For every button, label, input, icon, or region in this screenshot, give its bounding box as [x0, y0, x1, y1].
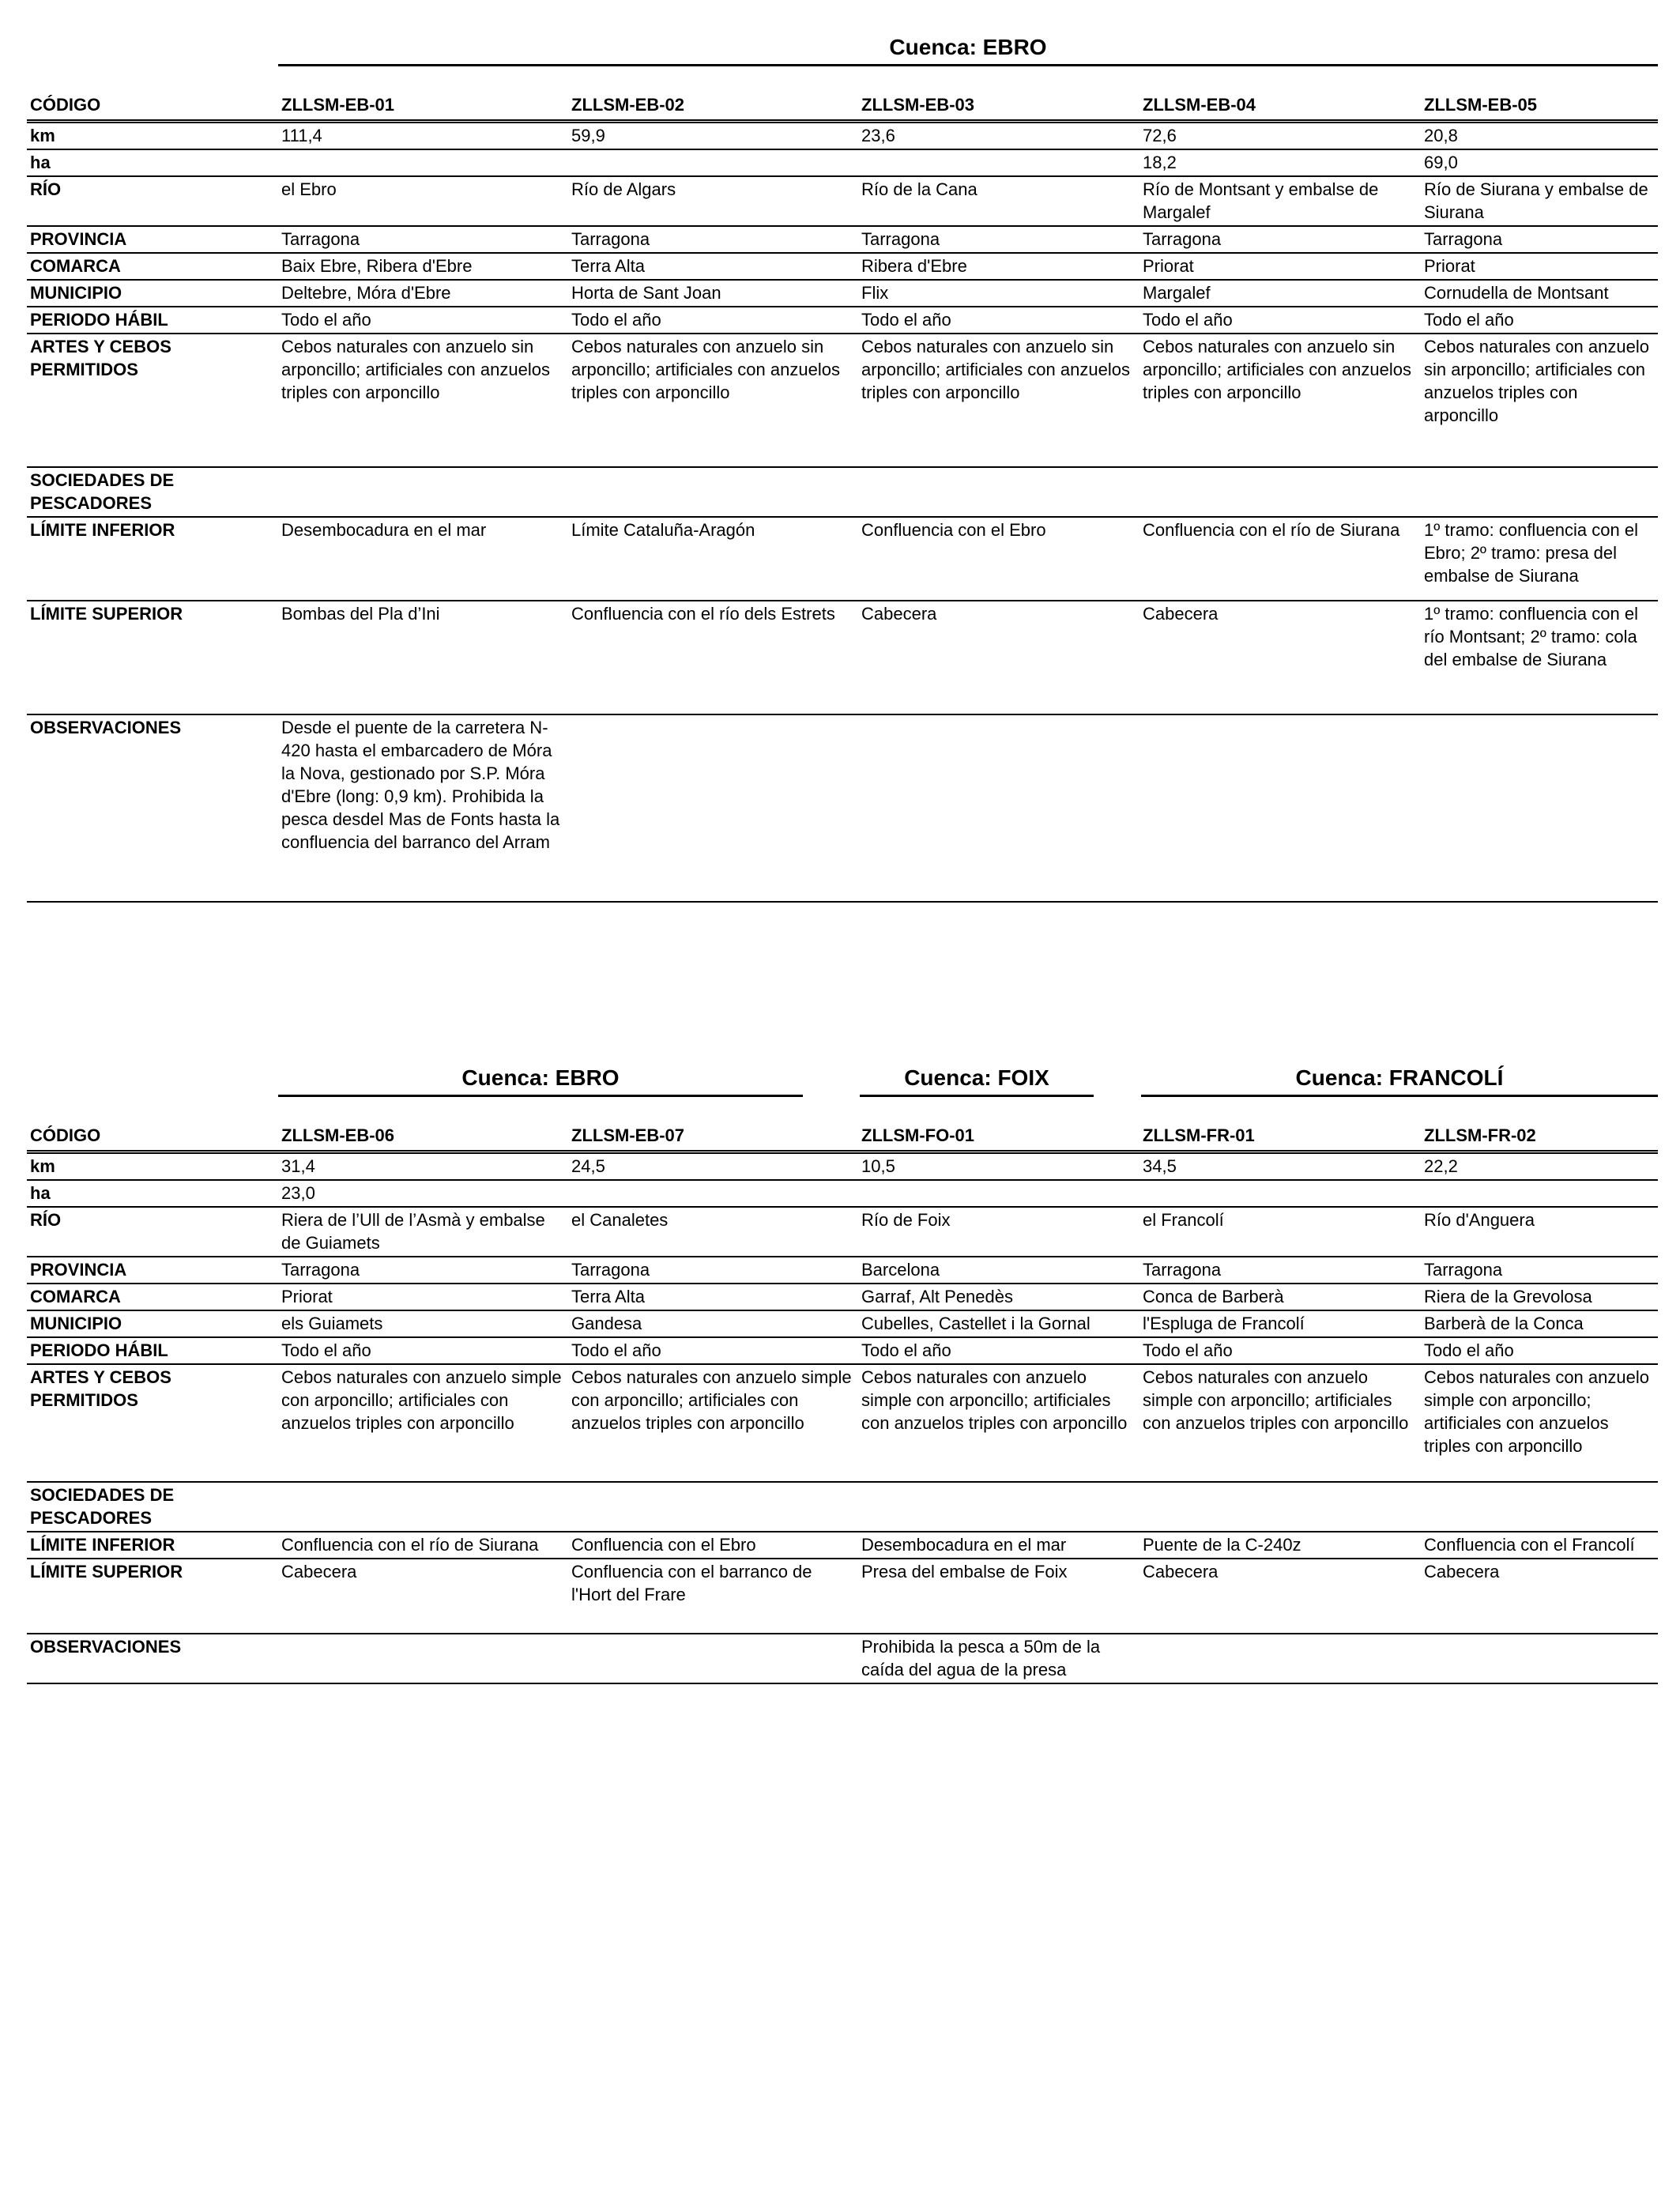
cell-sociedades [568, 467, 858, 517]
cell-observaciones [568, 1634, 858, 1683]
row-label: OBSERVACIONES [27, 714, 278, 902]
basin-title-ebro: Cuenca: EBRO [278, 1065, 803, 1097]
cell-provincia: Tarragona [1139, 1257, 1421, 1284]
row-label: PROVINCIA [27, 226, 278, 253]
cell-comarca: Priorat [1139, 253, 1421, 280]
cell-rio: Río de Montsant y embalse de Margalef [1139, 176, 1421, 226]
row-label: MUNICIPIO [27, 280, 278, 307]
cell-periodo: Todo el año [858, 307, 1139, 334]
cell-periodo: Todo el año [278, 307, 568, 334]
cell-comarca: Priorat [1421, 253, 1658, 280]
cell-codigo: ZLLSM-EB-06 [278, 1097, 568, 1152]
row-label: RÍO [27, 1207, 278, 1257]
cell-km: 10,5 [858, 1152, 1139, 1181]
cell-comarca: Garraf, Alt Penedès [858, 1284, 1139, 1310]
cell-limite-inf: Confluencia con el Ebro [858, 517, 1139, 601]
fishing-zones-table-1 [27, 19, 1658, 903]
cell-km: 23,6 [858, 122, 1139, 150]
cell-municipio: Deltebre, Móra d'Ebre [278, 280, 568, 307]
row-label: LÍMITE SUPERIOR [27, 601, 278, 714]
cell-rio: Río de Siurana y embalse de Siurana [1421, 176, 1658, 226]
cell-rio: el Ebro [278, 176, 568, 226]
cell-comarca: Terra Alta [568, 253, 858, 280]
row-comarca [27, 1284, 1658, 1310]
cell-ha [858, 1180, 1139, 1207]
cell-sociedades [278, 467, 568, 517]
basin-header-row [27, 1050, 1658, 1097]
cell-artes: Cebos naturales con anzuelo sin arponcillo; artificiales con anzuelos triples con arponcillo [1421, 334, 1658, 467]
row-periodo [27, 307, 1658, 334]
cell-observaciones: Desde el puente de la carretera N-420 hasta el embarcadero de Móra la Nova, gestionado por S.P. Móra d'Ebre (long: 0,9 km). Prohibida la pesca desdel Mas de Fonts hasta la confluencia del barranco del Arram [278, 714, 568, 902]
cell-municipio: Cornudella de Montsant [1421, 280, 1658, 307]
cell-limite-sup: Cabecera [1139, 601, 1421, 714]
cell-ha [1421, 1180, 1658, 1207]
cell-periodo: Todo el año [1139, 1337, 1421, 1364]
row-label: km [27, 122, 278, 150]
basin-header-row [27, 19, 1658, 66]
cell-observaciones [1421, 714, 1658, 902]
cell-artes: Cebos naturales con anzuelo simple con arponcillo; artificiales con anzuelos triples con arponcillo [1139, 1364, 1421, 1482]
row-label: LÍMITE SUPERIOR [27, 1559, 278, 1634]
cell-rio: Riera de l’Ull de l’Asmà y embalse de Guiamets [278, 1207, 568, 1257]
row-label: CÓDIGO [27, 1097, 278, 1152]
cell-rio: Río de Foix [858, 1207, 1139, 1257]
row-periodo [27, 1337, 1658, 1364]
row-label: MUNICIPIO [27, 1310, 278, 1337]
cell-provincia: Tarragona [1421, 1257, 1658, 1284]
row-label: ARTES Y CEBOS PERMITIDOS [27, 1364, 278, 1482]
cell-limite-sup: Confluencia con el barranco de l'Hort del Frare [568, 1559, 858, 1634]
cell-artes: Cebos naturales con anzuelo sin arponcillo; artificiales con anzuelos triples con arponcillo [278, 334, 568, 467]
cell-observaciones [1139, 1634, 1421, 1683]
cell-observaciones: Prohibida la pesca a 50m de la caída del agua de la presa [858, 1634, 1139, 1683]
cell-limite-inf: Desembocadura en el mar [278, 517, 568, 601]
cell-artes: Cebos naturales con anzuelo simple con arponcillo; artificiales con anzuelos triples con arponcillo [1421, 1364, 1658, 1482]
cell-artes: Cebos naturales con anzuelo sin arponcillo; artificiales con anzuelos triples con arponcillo [1139, 334, 1421, 467]
row-label: RÍO [27, 176, 278, 226]
cell-km: 31,4 [278, 1152, 568, 1181]
cell-codigo: ZLLSM-EB-04 [1139, 66, 1421, 122]
row-sociedades [27, 1482, 1658, 1532]
row-label: OBSERVACIONES [27, 1634, 278, 1683]
cell-observaciones [1421, 1634, 1658, 1683]
cell-ha [568, 1180, 858, 1207]
cell-municipio: Gandesa [568, 1310, 858, 1337]
row-limite-sup [27, 601, 1658, 714]
cell-ha: 23,0 [278, 1180, 568, 1207]
row-label: PERIODO HÁBIL [27, 1337, 278, 1364]
cell-periodo: Todo el año [1421, 1337, 1658, 1364]
row-comarca [27, 253, 1658, 280]
row-label: PERIODO HÁBIL [27, 307, 278, 334]
cell-sociedades [1421, 1482, 1658, 1532]
cell-municipio: Horta de Sant Joan [568, 280, 858, 307]
cell-observaciones [568, 714, 858, 902]
cell-periodo: Todo el año [568, 307, 858, 334]
cell-limite-inf: Puente de la C-240z [1139, 1532, 1421, 1559]
cell-artes: Cebos naturales con anzuelo sin arponcillo; artificiales con anzuelos triples con arponcillo [858, 334, 1139, 467]
cell-limite-sup: Presa del embalse de Foix [858, 1559, 1139, 1634]
row-provincia [27, 1257, 1658, 1284]
cell-rio: el Canaletes [568, 1207, 858, 1257]
row-km [27, 122, 1658, 150]
cell-codigo: ZLLSM-EB-03 [858, 66, 1139, 122]
cell-limite-inf: Límite Cataluña-Aragón [568, 517, 858, 601]
cell-limite-sup: Cabecera [858, 601, 1139, 714]
basin-title-ebro: Cuenca: EBRO [278, 34, 1658, 66]
cell-limite-inf: Confluencia con el Ebro [568, 1532, 858, 1559]
cell-ha: 69,0 [1421, 149, 1658, 176]
cell-municipio: Cubelles, Castellet i la Gornal [858, 1310, 1139, 1337]
cell-codigo: ZLLSM-EB-05 [1421, 66, 1658, 122]
cell-sociedades [568, 1482, 858, 1532]
cell-km: 59,9 [568, 122, 858, 150]
row-label: LÍMITE INFERIOR [27, 517, 278, 601]
cell-provincia: Tarragona [1421, 226, 1658, 253]
cell-limite-inf: Confluencia con el río de Siurana [278, 1532, 568, 1559]
cell-provincia: Tarragona [1139, 226, 1421, 253]
row-label: COMARCA [27, 253, 278, 280]
cell-limite-sup: Confluencia con el río dels Estrets [568, 601, 858, 714]
row-limite-inf [27, 517, 1658, 601]
cell-comarca: Riera de la Grevolosa [1421, 1284, 1658, 1310]
row-observaciones [27, 714, 1658, 902]
cell-km: 24,5 [568, 1152, 858, 1181]
cell-observaciones [278, 1634, 568, 1683]
row-provincia [27, 226, 1658, 253]
cell-comarca: Conca de Barberà [1139, 1284, 1421, 1310]
row-label: COMARCA [27, 1284, 278, 1310]
cell-sociedades [1139, 1482, 1421, 1532]
cell-codigo: ZLLSM-EB-01 [278, 66, 568, 122]
cell-provincia: Tarragona [568, 1257, 858, 1284]
cell-comarca: Priorat [278, 1284, 568, 1310]
cell-municipio: Margalef [1139, 280, 1421, 307]
cell-provincia: Tarragona [568, 226, 858, 253]
row-label: ha [27, 149, 278, 176]
cell-sociedades [1421, 467, 1658, 517]
row-artes [27, 1364, 1658, 1482]
cell-sociedades [278, 1482, 568, 1532]
cell-comarca: Terra Alta [568, 1284, 858, 1310]
row-km [27, 1152, 1658, 1181]
row-label: SOCIEDADES DE PESCADORES [27, 1482, 278, 1532]
row-ha [27, 1180, 1658, 1207]
cell-provincia: Tarragona [278, 226, 568, 253]
row-rio [27, 1207, 1658, 1257]
cell-ha [1139, 1180, 1421, 1207]
fishing-zones-table-2 [27, 1050, 1658, 1684]
cell-periodo: Todo el año [1421, 307, 1658, 334]
cell-rio: Río de la Cana [858, 176, 1139, 226]
cell-comarca: Baix Ebre, Ribera d'Ebre [278, 253, 568, 280]
cell-municipio: l'Espluga de Francolí [1139, 1310, 1421, 1337]
cell-provincia: Barcelona [858, 1257, 1139, 1284]
cell-periodo: Todo el año [1139, 307, 1421, 334]
cell-artes: Cebos naturales con anzuelo simple con arponcillo; artificiales con anzuelos triples con arponcillo [278, 1364, 568, 1482]
row-ha [27, 149, 1658, 176]
cell-comarca: Ribera d'Ebre [858, 253, 1139, 280]
basin-title-foix: Cuenca: FOIX [860, 1065, 1094, 1097]
cell-sociedades [1139, 467, 1421, 517]
row-label: CÓDIGO [27, 66, 278, 122]
cell-artes: Cebos naturales con anzuelo simple con arponcillo; artificiales con anzuelos triples con arponcillo [858, 1364, 1139, 1482]
row-label: ha [27, 1180, 278, 1207]
cell-observaciones [858, 714, 1139, 902]
cell-observaciones [1139, 714, 1421, 902]
cell-municipio: Barberà de la Conca [1421, 1310, 1658, 1337]
cell-limite-sup: Cabecera [1421, 1559, 1658, 1634]
row-sociedades [27, 467, 1658, 517]
cell-ha: 18,2 [1139, 149, 1421, 176]
cell-rio: Río d'Anguera [1421, 1207, 1658, 1257]
cell-municipio: Flix [858, 280, 1139, 307]
zones-table [27, 1097, 1658, 1684]
cell-codigo: ZLLSM-EB-07 [568, 1097, 858, 1152]
cell-limite-sup: Cabecera [1139, 1559, 1421, 1634]
cell-km: 34,5 [1139, 1152, 1421, 1181]
cell-rio: el Francolí [1139, 1207, 1421, 1257]
cell-ha [568, 149, 858, 176]
cell-provincia: Tarragona [858, 226, 1139, 253]
row-rio [27, 176, 1658, 226]
cell-limite-sup: Cabecera [278, 1559, 568, 1634]
cell-periodo: Todo el año [568, 1337, 858, 1364]
cell-sociedades [858, 467, 1139, 517]
basin-title-francoli: Cuenca: FRANCOLÍ [1141, 1065, 1658, 1097]
cell-ha [858, 149, 1139, 176]
row-municipio [27, 1310, 1658, 1337]
row-label: ARTES Y CEBOS PERMITIDOS [27, 334, 278, 467]
cell-limite-inf: 1º tramo: confluencia con el Ebro; 2º tramo: presa del embalse de Siurana [1421, 517, 1658, 601]
row-label: km [27, 1152, 278, 1181]
cell-ha [278, 149, 568, 176]
row-codigo [27, 66, 1658, 122]
cell-periodo: Todo el año [858, 1337, 1139, 1364]
cell-artes: Cebos naturales con anzuelo sin arponcillo; artificiales con anzuelos triples con arponcillo [568, 334, 858, 467]
row-label: SOCIEDADES DE PESCADORES [27, 467, 278, 517]
cell-codigo: ZLLSM-EB-02 [568, 66, 858, 122]
cell-codigo: ZLLSM-FR-01 [1139, 1097, 1421, 1152]
cell-limite-inf: Desembocadura en el mar [858, 1532, 1139, 1559]
zones-table [27, 66, 1658, 903]
row-limite-inf [27, 1532, 1658, 1559]
cell-km: 22,2 [1421, 1152, 1658, 1181]
cell-limite-sup: 1º tramo: confluencia con el río Montsant; 2º tramo: cola del embalse de Siurana [1421, 601, 1658, 714]
cell-sociedades [858, 1482, 1139, 1532]
cell-limite-sup: Bombas del Pla d’Ini [278, 601, 568, 714]
cell-rio: Río de Algars [568, 176, 858, 226]
row-label: LÍMITE INFERIOR [27, 1532, 278, 1559]
cell-artes: Cebos naturales con anzuelo simple con arponcillo; artificiales con anzuelos triples con arponcillo [568, 1364, 858, 1482]
row-artes [27, 334, 1658, 467]
cell-periodo: Todo el año [278, 1337, 568, 1364]
row-municipio [27, 280, 1658, 307]
cell-provincia: Tarragona [278, 1257, 568, 1284]
row-codigo [27, 1097, 1658, 1152]
row-limite-sup [27, 1559, 1658, 1634]
cell-km: 20,8 [1421, 122, 1658, 150]
cell-codigo: ZLLSM-FO-01 [858, 1097, 1139, 1152]
cell-limite-inf: Confluencia con el río de Siurana [1139, 517, 1421, 601]
row-observaciones [27, 1634, 1658, 1683]
cell-km: 72,6 [1139, 122, 1421, 150]
cell-codigo: ZLLSM-FR-02 [1421, 1097, 1658, 1152]
cell-limite-inf: Confluencia con el Francolí [1421, 1532, 1658, 1559]
cell-km: 111,4 [278, 122, 568, 150]
row-label: PROVINCIA [27, 1257, 278, 1284]
cell-municipio: els Guiamets [278, 1310, 568, 1337]
